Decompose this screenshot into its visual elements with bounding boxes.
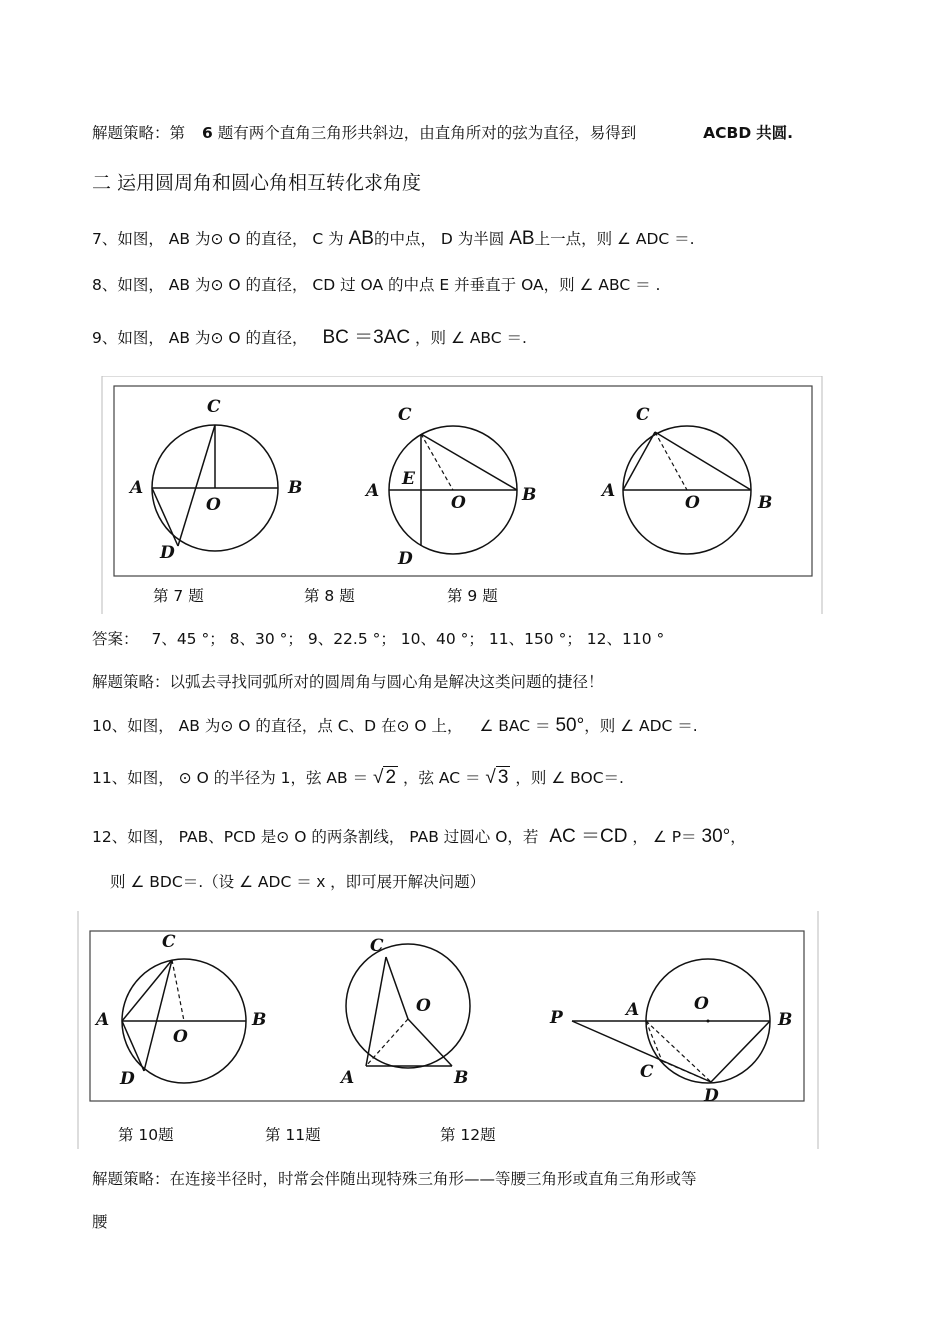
caption-11: 第 11题 bbox=[265, 1126, 321, 1144]
fig7-label-d: D bbox=[160, 543, 175, 563]
fig12-label-p: P bbox=[550, 1008, 563, 1028]
question-11: 11、如图， ⊙ O 的半径为 1，弦 AB ＝ √ 2 ，弦 AC ＝ √ 3 ，则 ∠ BOC＝. bbox=[92, 767, 624, 788]
figure-7 bbox=[128, 397, 302, 563]
question-9: 9、如图， AB 为⊙ O 的直径， BC ＝3AC ，则 ∠ ABC ＝. bbox=[92, 327, 527, 348]
section-title: 二 运用圆周角和圆心角相互转化求角度 bbox=[92, 172, 422, 194]
question-12-hint: 则 ∠ BDC＝.（设 ∠ ADC ＝ x ，即可展开解决问题） bbox=[110, 872, 486, 891]
fig10-label-b: B bbox=[252, 1010, 267, 1030]
fig8-label-o: O bbox=[451, 493, 466, 513]
fig7-label-c: C bbox=[207, 397, 221, 417]
question-7: 7、如图， AB 为⊙ O 的直径， C 为 AB的中点， D 为半圆 AB上一点，则 ∠ ADC ＝. bbox=[92, 228, 695, 249]
fig8-label-b: B bbox=[522, 485, 537, 505]
caption-12: 第 12题 bbox=[440, 1126, 496, 1144]
strategy-6: 解题策略：第 6 题有两个直角三角形共斜边，由直角所对的弦为直径，易得到 ACBD 共圆. bbox=[92, 124, 794, 142]
caption-9: 第 9 题 bbox=[447, 587, 498, 605]
strategy-2: 解题策略：以弧去寻找同弧所对的圆周角与圆心角是解决这类问题的捷径！ bbox=[92, 673, 604, 691]
fig11-label-o: O bbox=[416, 996, 431, 1016]
fig10-label-d: D bbox=[120, 1069, 135, 1089]
fig11-label-c: C bbox=[370, 936, 384, 956]
question-8: 8、如图， AB 为⊙ O 的直径， CD 过 OA 的中点 E 并垂直于 OA，则 ∠ ABC ＝ . bbox=[92, 276, 661, 294]
figure-12 bbox=[549, 959, 792, 1106]
fig11-label-a: A bbox=[341, 1068, 355, 1088]
figure-9 bbox=[600, 405, 772, 554]
fig7-label-b: B bbox=[288, 478, 303, 498]
figures-7-8-9 bbox=[100, 376, 825, 614]
fig8-label-c: C bbox=[398, 405, 412, 425]
sqrt-2: √ 2 bbox=[373, 767, 397, 788]
fig12-label-c: C bbox=[640, 1062, 654, 1082]
fig9-label-c: C bbox=[636, 405, 650, 425]
fig8-label-e: E bbox=[402, 469, 415, 489]
answers: 答案： 7、45 °； 8、30 °； 9、22.5 °； 10、40 °； 11、150 °； 12、110 ° bbox=[92, 630, 665, 648]
fig12-label-b: B bbox=[778, 1010, 793, 1030]
figure-8 bbox=[364, 405, 536, 569]
figure-group-7-9 bbox=[100, 376, 825, 614]
fig12-label-a: A bbox=[626, 1000, 640, 1020]
fig10-label-c: C bbox=[162, 932, 176, 952]
fig8-label-a: A bbox=[366, 481, 380, 501]
question-10: 10、如图， AB 为⊙ O 的直径，点 C、D 在⊙ O 上， ∠ BAC ＝ 50°，则 ∠ ADC ＝. bbox=[92, 715, 698, 736]
fig10-label-o: O bbox=[173, 1027, 188, 1047]
fig11-label-b: B bbox=[454, 1068, 469, 1088]
caption-10: 第 10题 bbox=[118, 1126, 174, 1144]
caption-7: 第 7 题 bbox=[153, 587, 204, 605]
sqrt-3: √ 3 bbox=[485, 767, 509, 788]
figure-11 bbox=[339, 936, 470, 1088]
figures-10-11-12 bbox=[76, 911, 821, 1149]
caption-8: 第 8 题 bbox=[304, 587, 355, 605]
strategy-3-line-2: 腰 bbox=[92, 1213, 108, 1231]
fig10-label-a: A bbox=[96, 1010, 110, 1030]
fig7-label-a: A bbox=[130, 478, 144, 498]
fig9-label-o: O bbox=[685, 493, 700, 513]
fig8-label-d: D bbox=[398, 549, 413, 569]
fig12-label-d: D bbox=[704, 1086, 719, 1106]
fig9-label-b: B bbox=[758, 493, 773, 513]
fig7-label-o: O bbox=[206, 495, 221, 515]
fig12-label-o: O bbox=[694, 994, 709, 1014]
fig9-label-a: A bbox=[602, 481, 616, 501]
question-12: 12、如图， PAB、PCD 是⊙ O 的两条割线， PAB 过圆心 O，若 AC ＝CD ， ∠ P＝ 30°， bbox=[92, 826, 746, 847]
figure-10 bbox=[94, 932, 266, 1089]
strategy-3-line-1: 解题策略：在连接半径时，时常会伴随出现特殊三角形——等腰三角形或直角三角形或等 bbox=[92, 1170, 697, 1188]
figure-group-10-12 bbox=[76, 911, 821, 1149]
